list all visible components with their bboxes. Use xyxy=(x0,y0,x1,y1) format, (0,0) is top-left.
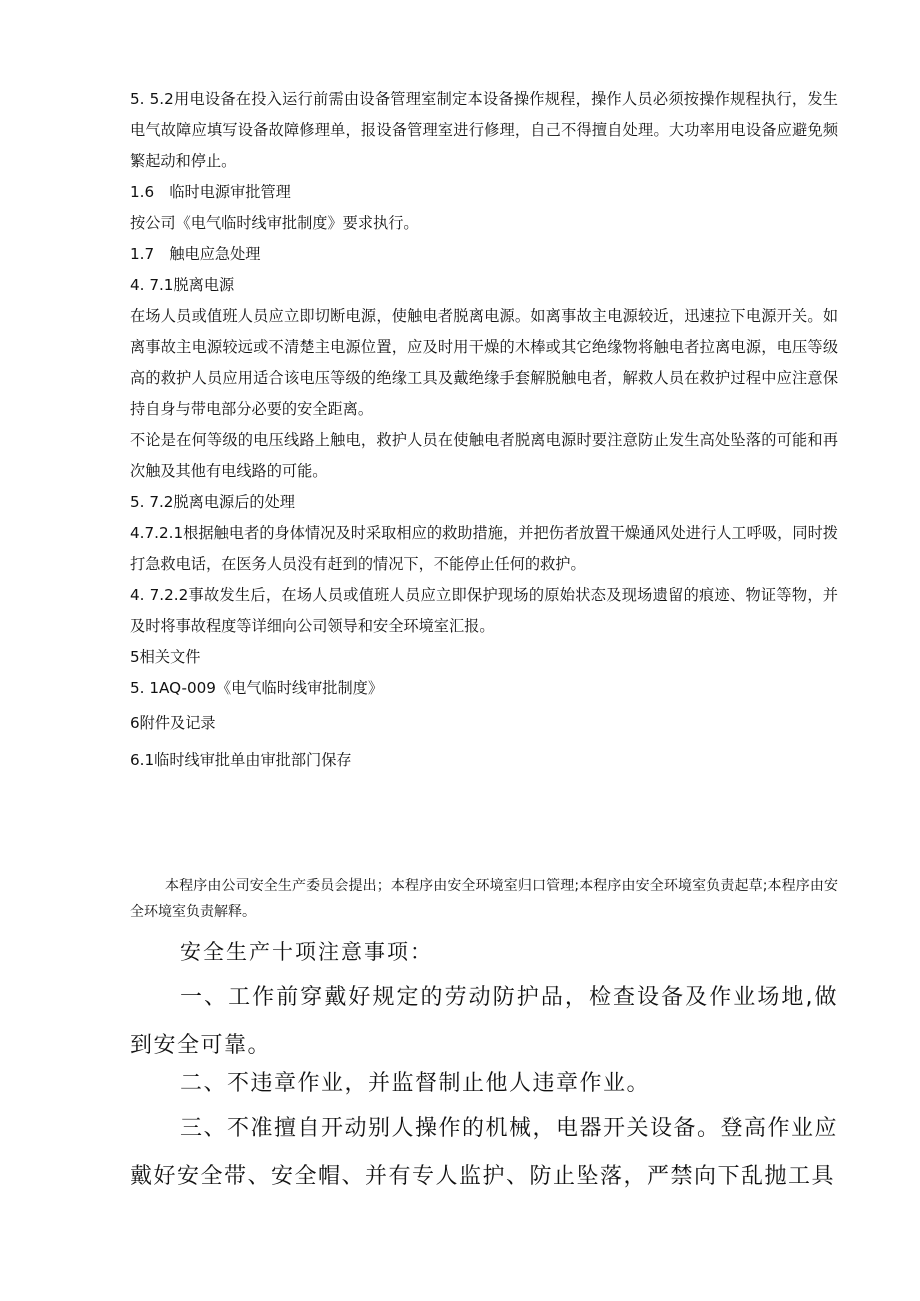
heading-1-7: 1.7 触电应急处理 xyxy=(130,245,261,263)
paragraph-4-7-2-1: 4.7.2.1根据触电者的身体情况及时采取相应的救助措施，并把伤者放置干燥通风处进行人工呼吸，同时拨打急救电话，在医务人员没有赶到的情况下，不能停止任何的救护。 xyxy=(130,524,838,573)
paragraph-fall-prevention: 不论是在何等级的电压线路上触电，救护人员在使触电者脱离电源时要注意防止发生高处坠落的可能和再次触及其他有电线路的可能。 xyxy=(130,431,838,480)
paragraph-approval-reference: 按公司《电气临时线审批制度》要求执行。 xyxy=(130,214,419,232)
safety-item-3: 三、不准擅自开动别人操作的机械，电器开关设备。登高作业应戴好安全带、安全帽、并有专人监护、防止坠落，严禁向下乱抛工具 xyxy=(130,1116,839,1189)
heading-1-6: 1.6 临时电源审批管理 xyxy=(130,183,291,201)
heading-attachments-records: 6附件及记录 xyxy=(130,714,216,732)
heading-related-documents: 5相关文件 xyxy=(130,648,201,666)
paragraph-related-document-1: 5. 1AQ-009《电气临时线审批制度》 xyxy=(130,679,384,697)
paragraph-6-1: 6.1临时线审批单由审批部门保存 xyxy=(130,751,352,769)
heading-4-7-1: 4. 7.1脱离电源 xyxy=(130,276,235,294)
safety-item-1: 一、工作前穿戴好规定的劳动防护品，检查设备及作业场地,做到安全可靠。 xyxy=(130,985,838,1058)
paragraph-5-5-2: 5. 5.2用电设备在投入运行前需由设备管理室制定本设备操作规程，操作人员必须按操作规程执行，发生电气故障应填写设备故障修理单，报设备管理室进行修理，自己不得擅自处理。大功率用电设备应避免频繁起动和停止。 xyxy=(130,90,838,170)
paragraph-disconnect-power: 在场人员或值班人员应立即切断电源，使触电者脱离电源。如离事故主电源较近，迅速拉下电源开关。如离事故主电源较远或不清楚主电源位置，应及时用干燥的木棒或其它绝缘物将触电者拉离电源，电压等级高的救护人员应用适合该电压等级的绝缘工具及戴绝缘手套解脱触电者，解救人员在救护过程中应注意保持自身与带电部分必要的安全距离。 xyxy=(130,307,838,418)
heading-5-7-2: 5. 7.2脱离电源后的处理 xyxy=(130,493,295,511)
safety-item-2: 二、不违章作业，并监督制止他人违章作业。 xyxy=(180,1071,651,1096)
procedure-responsibility-note: 本程序由公司安全生产委员会提出；本程序由安全环境室归口管理;本程序由安全环境室负责起草;本程序由安全环境室负责解释。 xyxy=(130,878,838,920)
paragraph-4-7-2-2: 4. 7.2.2事故发生后，在场人员或值班人员应立即保护现场的原始状态及现场遗留的痕迹、物证等物，并及时将事故程度等详细向公司领导和安全环境室汇报。 xyxy=(130,586,838,635)
safety-notes-title: 安全生产十项注意事项： xyxy=(180,940,433,964)
